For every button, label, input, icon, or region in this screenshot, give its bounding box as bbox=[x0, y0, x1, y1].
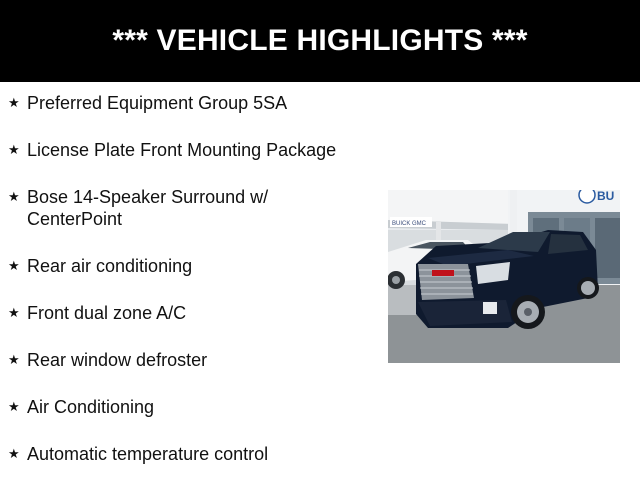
vehicle-photo bbox=[388, 190, 620, 363]
feature-item bbox=[8, 255, 378, 277]
feature-list bbox=[8, 92, 378, 490]
star-bullet-icon: ★ bbox=[8, 399, 20, 414]
feature-item bbox=[8, 139, 378, 161]
feature-label: Front dual zone A/C bbox=[27, 303, 187, 323]
star-bullet-icon: ★ bbox=[8, 142, 20, 157]
star-bullet-icon: ★ bbox=[8, 95, 20, 110]
feature-label: Rear window defroster bbox=[27, 350, 208, 370]
feature-item bbox=[8, 186, 378, 230]
star-bullet-icon: ★ bbox=[8, 258, 20, 273]
star-bullet-icon: ★ bbox=[8, 189, 20, 204]
feature-item bbox=[8, 302, 378, 324]
svg-text:BUICK GMC: BUICK GMC bbox=[392, 221, 427, 227]
feature-label: License Plate Front Mounting Package bbox=[27, 140, 337, 160]
star-bullet-icon: ★ bbox=[8, 305, 20, 320]
feature-label: Rear air conditioning bbox=[27, 256, 193, 276]
feature-label: Automatic temperature control bbox=[27, 444, 269, 464]
star-bullet-icon: ★ bbox=[8, 352, 20, 367]
feature-item bbox=[8, 443, 378, 465]
dealership-sign bbox=[579, 190, 614, 203]
feature-label: Preferred Equipment Group 5SA bbox=[27, 93, 288, 113]
star-bullet-icon: ★ bbox=[8, 446, 20, 461]
feature-label: Bose 14-Speaker Surround w/ CenterPoint bbox=[27, 187, 269, 229]
feature-item bbox=[8, 349, 378, 371]
header-banner bbox=[0, 0, 640, 82]
feature-item bbox=[8, 396, 378, 418]
feature-item bbox=[8, 92, 378, 114]
banner-title: *** VEHICLE HIGHLIGHTS *** bbox=[112, 24, 528, 57]
svg-text:BU: BU bbox=[597, 190, 615, 203]
feature-label: Air Conditioning bbox=[27, 397, 155, 417]
